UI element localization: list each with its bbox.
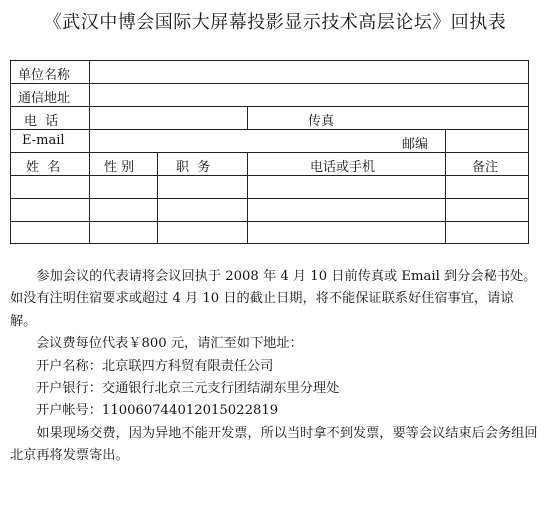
notice-paragraph-invoice: 如果现场交费，因为异地不能开发票，所以当时拿不到发票，要等会议结束后会务组回北京再将发票寄出。 [10,425,538,464]
email-field[interactable] [90,130,390,152]
unit-name-label: 单位名称 [18,68,71,83]
notice-account-number: 开户帐号：110060744012015022819 [36,403,279,419]
address-label: 通信地址 [18,91,71,106]
column-name: 姓 名 [26,160,61,175]
notice-paragraph-deadline: 参加会议的代表请将会议回执于 2008 年 4 月 10 日前传真或 Email 到分会秘书处。如没有注明住宿要求或超过 4 月 10 日的截止日期，将不能保证联系好住宿事宜，请谅解。 [10,269,537,329]
phone-field[interactable] [90,107,246,129]
postcode-field[interactable] [446,130,527,152]
column-remarks: 备注 [472,160,499,175]
column-gender: 性 别 [104,160,135,175]
unit-name-field[interactable] [90,61,527,83]
fax-label: 传真 [308,114,335,129]
notice-bank: 开户银行：交通银行北京三元支行团结湖东里分理处 [36,381,340,397]
notice-fee: 会议费每位代表￥800 元，请汇至如下地址： [36,336,303,352]
column-position: 职 务 [176,160,211,175]
email-label: E-mail [22,133,65,148]
form-title: 《武汉中博会国际大屏幕投影显示技术高层论坛》回执表 [43,12,507,33]
fax-field[interactable] [340,107,527,129]
phone-label: 电 话 [24,114,59,129]
postcode-label: 邮编 [402,137,429,152]
registration-form-table [10,60,529,244]
column-phone: 电话或手机 [310,160,376,175]
notice-section [10,266,538,468]
address-field[interactable] [90,84,527,106]
notice-account-name: 开户名称：北京联四方科贸有限责任公司 [36,358,274,374]
